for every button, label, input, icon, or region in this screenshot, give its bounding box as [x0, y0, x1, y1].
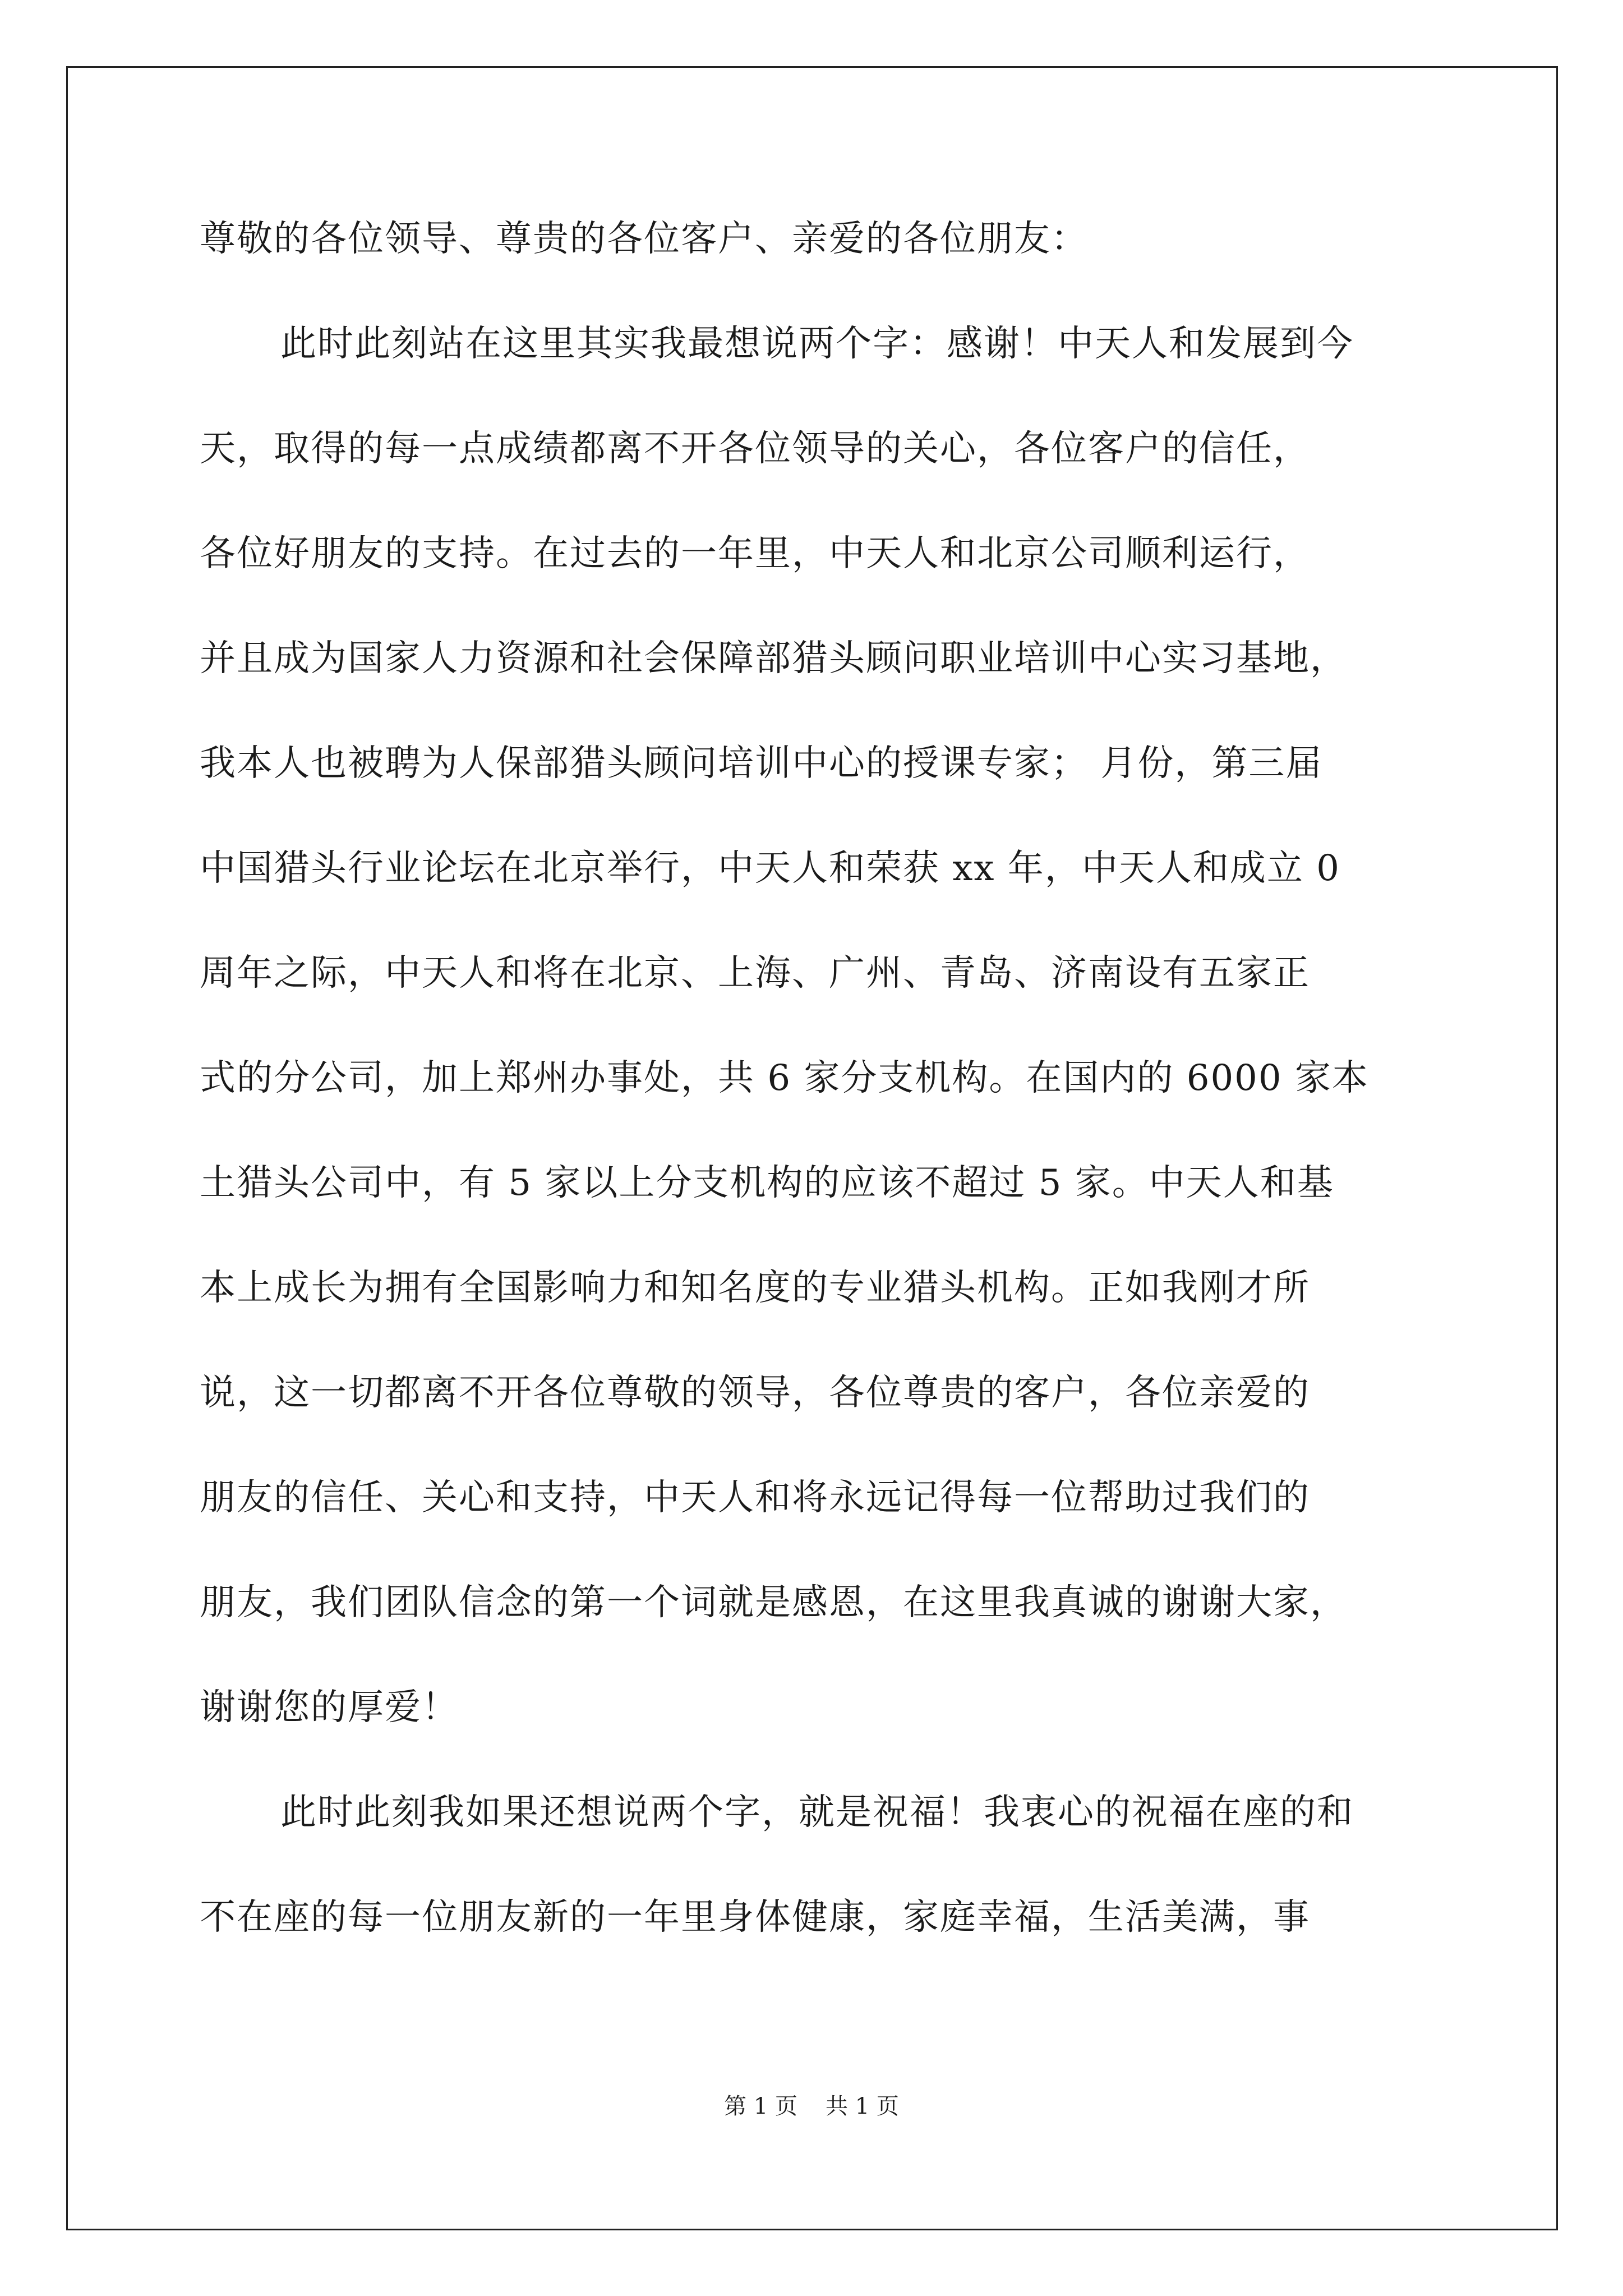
- page-footer: [0, 2092, 1623, 2120]
- paragraph-line: 此时此刻站在这里其实我最想说两个字：感谢！中天人和发展到今: [280, 323, 1354, 365]
- paragraph-line: 谢谢您的厚爱！: [200, 1687, 459, 1728]
- paragraph-line: 本上成长为拥有全国影响力和知名度的专业猎头机构。正如我刚才所: [200, 1267, 1310, 1309]
- paragraph-line: 说，这一切都离不开各位尊敬的领导，各位尊贵的客户，各位亲爱的: [200, 1372, 1310, 1414]
- paragraph-line: 中国猎头行业论坛在北京举行，中天人和荣获 xx 年，中天人和成立 0: [200, 848, 1340, 889]
- paragraph-line: 并且成为国家人力资源和社会保障部猎头顾问职业培训中心实习基地，: [200, 638, 1347, 679]
- paragraph-line: 此时此刻我如果还想说两个字，就是祝福！我衷心的祝福在座的和: [280, 1792, 1354, 1833]
- paragraph-line: 朋友，我们团队信念的第一个词就是感恩，在这里我真诚的谢谢大家，: [200, 1582, 1347, 1623]
- paragraph-line: 土猎头公司中，有 5 家以上分支机构的应该不超过 5 家。中天人和基: [200, 1162, 1334, 1204]
- paragraph-line: 不在座的每一位朋友新的一年里身体健康，家庭幸福，生活美满，事: [200, 1897, 1310, 1938]
- paragraph-line: 我本人也被聘为人保部猎头顾问培训中心的授课专家； 月份，第三届: [200, 743, 1323, 784]
- page-number: 第 1 页: [724, 2093, 797, 2119]
- salutation-line: 尊敬的各位领导、尊贵的各位客户、亲爱的各位朋友：: [200, 218, 1088, 260]
- paragraph-line: 天，取得的每一点成绩都离不开各位领导的关心，各位客户的信任，: [200, 428, 1310, 470]
- paragraph-line: 各位好朋友的支持。在过去的一年里，中天人和北京公司顺利运行，: [200, 533, 1310, 574]
- paragraph-line: 式的分公司，加上郑州办事处，共 6 家分支机构。在国内的 6000 家本: [200, 1057, 1369, 1099]
- page-total: 共 1 页: [826, 2093, 899, 2119]
- paragraph-line: 周年之际，中天人和将在北京、上海、广州、青岛、济南设有五家正: [200, 953, 1310, 994]
- paragraph-line: 朋友的信任、关心和支持，中天人和将永远记得每一位帮助过我们的: [200, 1477, 1310, 1519]
